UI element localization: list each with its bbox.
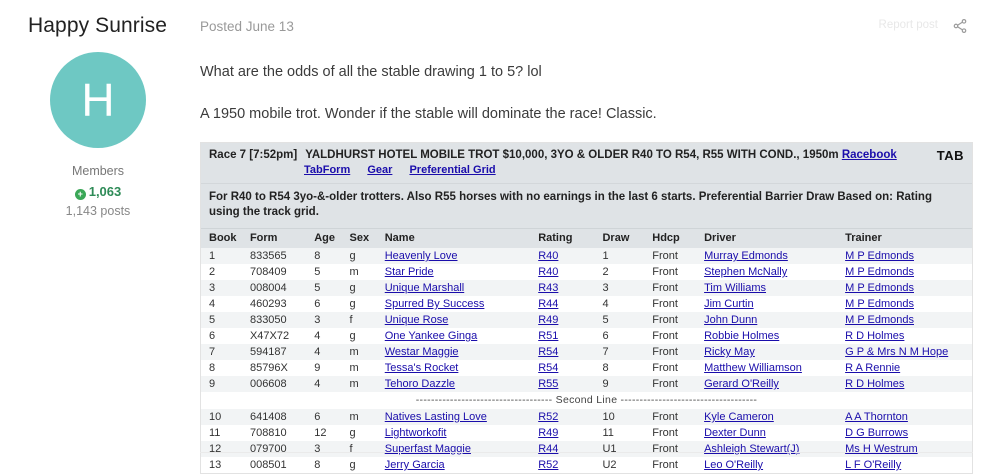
rating-link[interactable]: R52 [538,411,559,423]
rating-link[interactable]: R55 [538,378,559,390]
cell-name [377,328,530,344]
cell-name [377,409,530,425]
cell-hdcp: Front [652,443,678,455]
cell-book: 8 [209,362,216,374]
cell-age: 4 [314,330,321,342]
cell-name [377,248,530,264]
race-field-table [201,228,972,473]
horse-name-link[interactable]: Spurred By Success [384,298,485,310]
race-field-body [201,248,972,473]
horse-name-link[interactable]: Natives Lasting Love [384,411,487,423]
author-name[interactable]: Happy Sunrise [28,14,168,37]
cell-age: 12 [314,427,327,439]
horse-name-link[interactable]: Unique Rose [384,314,449,326]
cell-age: 6 [314,298,321,310]
cell-driver [696,441,837,457]
table-row [201,457,972,473]
cell-book: 9 [209,378,216,390]
cell-driver [696,312,837,328]
cell-age: 6 [314,411,321,423]
cell-form: 641408 [249,411,287,423]
cell-draw: 4 [602,298,609,310]
cell-driver [696,264,837,280]
cell-trainer [837,409,972,425]
table-row [201,328,972,344]
cell-trainer [837,328,972,344]
cell-hdcp: Front [652,427,678,439]
cell-age: 5 [314,266,321,278]
cell-rating [530,312,594,328]
report-post-link[interactable]: Report post [878,19,938,31]
cell-rating [530,425,594,441]
cell-hdcp: Front [652,250,678,262]
cell-driver [696,280,837,296]
tab-logo: TAB [936,148,964,163]
cell-hdcp: Front [652,298,678,310]
cell-age: 9 [314,362,321,374]
author-reputation [0,184,196,199]
cell-hdcp: Front [652,330,678,342]
trainer-link[interactable]: A A Thornton [845,411,908,423]
race-number: Race 7 [7:52pm] [209,149,298,161]
table-header-row [201,229,972,249]
driver-link[interactable]: Kyle Cameron [704,411,774,423]
cell-sex: g [349,250,356,262]
rating-link[interactable]: R54 [538,362,559,374]
post-author-column [0,0,196,218]
cell-draw: 8 [602,362,609,374]
cell-draw: 1 [602,250,609,262]
cell-age: 3 [314,443,321,455]
cell-form: 460293 [249,298,287,310]
race-title: YALDHURST HOTEL MOBILE TROT $10,000, 3YO & OLDER R40 TO R54, R55 WITH COND., 1950m [305,149,839,161]
driver-link[interactable]: Robbie Holmes [704,330,780,342]
cell-form: 708810 [249,427,287,439]
race-card-header [201,143,972,183]
rating-link[interactable]: R40 [538,266,559,278]
cell-book: 13 [209,459,222,471]
table-row [201,425,972,441]
cell-sex: g [349,427,356,439]
driver-link[interactable]: Tim Williams [704,282,767,294]
cell-trainer [837,457,972,473]
second-line-separator-row [201,392,972,409]
tabform-link[interactable]: TabForm [304,164,351,176]
cell-name [377,457,530,473]
column-header-name: Name [377,229,530,249]
cell-sex: g [349,298,356,310]
cell-trainer [837,248,972,264]
driver-link[interactable]: Matthew Williamson [704,362,802,374]
cell-hdcp: Front [652,459,678,471]
cell-sex: m [349,362,359,374]
cell-rating [530,296,594,312]
cell-age: 8 [314,250,321,262]
trainer-link[interactable]: M P Edmonds [845,298,914,310]
trainer-link[interactable]: R A Rennie [845,362,901,374]
cell-rating [530,344,594,360]
driver-link[interactable]: Ricky May [704,346,755,358]
cell-book: 5 [209,314,216,326]
column-header-rating: Rating [530,229,594,249]
cell-name [377,376,530,392]
driver-link[interactable]: Ashleigh Stewart(J) [704,443,800,455]
race-title-line [209,149,964,161]
cell-form: 833565 [249,250,287,262]
cell-draw: 7 [602,346,609,358]
cell-driver [696,248,837,264]
cell-sex: m [349,266,359,278]
table-row [201,280,972,296]
table-row [201,264,972,280]
cell-form: 008004 [249,282,287,294]
cell-trainer [837,296,972,312]
rating-link[interactable]: R44 [538,443,559,455]
cell-rating [530,441,594,457]
cell-form: 708409 [249,266,287,278]
cell-age: 3 [314,314,321,326]
cell-age: 5 [314,282,321,294]
table-row [201,248,972,264]
author-reputation-count: 1,063 [88,184,122,199]
cell-age: 8 [314,459,321,471]
cell-name [377,296,530,312]
trainer-link[interactable]: M P Edmonds [845,266,914,278]
cell-rating [530,264,594,280]
cell-age: 4 [314,378,321,390]
rating-link[interactable]: R44 [538,298,559,310]
trainer-link[interactable]: D G Burrows [845,427,909,439]
table-row [201,360,972,376]
cell-driver [696,296,837,312]
cell-draw: 2 [602,266,609,278]
race-conditions: For R40 to R54 3yo-&-older trotters. Also R55 horses with no earnings in the last 6 starts. Preferential Barrier Draw Based on: Rating using the track grid. [201,183,972,228]
cell-draw: 6 [602,330,609,342]
share-icon[interactable] [952,18,968,34]
cell-trainer [837,344,972,360]
rating-link[interactable]: R49 [538,427,559,439]
cell-trainer [837,441,972,457]
table-row [201,376,972,392]
cell-form: 594187 [249,346,287,358]
cell-sex: g [349,282,356,294]
cell-draw: 9 [602,378,609,390]
table-row [201,344,972,360]
cell-rating [530,280,594,296]
column-header-age: Age [306,229,341,249]
cell-book: 1 [209,250,216,262]
driver-link[interactable]: Dexter Dunn [704,427,766,439]
driver-link[interactable]: Leo O'Reilly [704,459,764,471]
cell-name [377,312,530,328]
table-row [201,441,972,457]
post-body-column [196,0,1000,471]
cell-book: 6 [209,330,216,342]
post-header [200,18,974,44]
author-role: Members [71,164,125,178]
horse-name-link[interactable]: Superfast Maggie [384,443,471,455]
cell-hdcp: Front [652,266,678,278]
cell-form: 85796X [249,362,288,374]
trainer-link[interactable]: R D Holmes [845,330,905,342]
cell-name [377,344,530,360]
rating-link[interactable]: R49 [538,314,559,326]
cell-book: 3 [209,282,216,294]
trainer-link[interactable]: R D Holmes [845,378,905,390]
cell-driver [696,409,837,425]
horse-name-link[interactable]: Unique Marshall [384,282,465,294]
column-header-draw: Draw [594,229,644,249]
cell-sex: m [349,378,359,390]
cell-trainer [837,312,972,328]
horse-name-link[interactable]: Jerry Garcia [384,459,445,471]
cell-name [377,264,530,280]
cell-hdcp: Front [652,314,678,326]
trainer-link[interactable]: L F O'Reilly [845,459,902,471]
column-header-form: Form [242,229,306,249]
cell-rating [530,409,594,425]
cell-form: X47X72 [249,330,290,342]
table-row [201,409,972,425]
cell-sex: m [349,411,359,423]
cell-trainer [837,280,972,296]
rating-link[interactable]: R54 [538,346,559,358]
cell-book: 10 [209,411,222,423]
cell-trainer [837,376,972,392]
column-header-driver: Driver [696,229,837,249]
cell-sex: g [349,330,356,342]
trainer-link[interactable]: M P Edmonds [845,282,914,294]
plus-circle-icon: + [75,189,86,200]
avatar[interactable]: H [50,52,146,148]
race-card [200,142,973,474]
cell-name [377,441,530,457]
cell-driver [696,457,837,473]
horse-name-link[interactable]: Westar Maggie [384,346,459,358]
column-header-trainer: Trainer [837,229,972,249]
horse-name-link[interactable]: Star Pride [384,266,434,278]
cell-hdcp: Front [652,346,678,358]
horse-name-link[interactable]: One Yankee Ginga [384,330,478,342]
cell-hdcp: Front [652,378,678,390]
second-line-label: ------------------------------------ Second Line ------------------------------------ [201,392,972,409]
cell-sex: g [349,459,356,471]
cell-sex: f [349,314,353,326]
column-header-hdcp: Hdcp [644,229,696,249]
trainer-link[interactable]: M P Edmonds [845,250,914,262]
cell-hdcp: Front [652,411,678,423]
cell-draw: 5 [602,314,609,326]
rating-link[interactable]: R51 [538,330,559,342]
racebook-link[interactable]: Racebook [841,149,897,161]
cell-draw: 3 [602,282,609,294]
cell-driver [696,360,837,376]
cell-name [377,360,530,376]
cell-trainer [837,264,972,280]
cell-book: 11 [209,427,221,439]
cell-sex: m [349,346,359,358]
gear-link[interactable]: Gear [367,164,393,176]
cell-rating [530,360,594,376]
horse-name-link[interactable]: Lightworkofit [384,427,447,439]
post-paragraph-2: A 1950 mobile trot. Wonder if the stable will dominate the race! Classic. [200,106,657,122]
post-date[interactable]: Posted June 13 [200,19,294,34]
cell-book: 2 [209,266,216,278]
cell-book: 4 [209,298,216,310]
cell-draw: 11 [602,427,614,439]
driver-link[interactable]: Stephen McNally [704,266,788,278]
cell-sex: f [349,443,353,455]
cell-book: 12 [209,443,222,455]
driver-link[interactable]: John Dunn [704,314,758,326]
cell-rating [530,457,594,473]
column-header-sex: Sex [341,229,376,249]
cell-form: 079700 [249,443,287,455]
cell-hdcp: Front [652,282,678,294]
horse-name-link[interactable]: Heavenly Love [384,250,458,262]
cell-draw: U2 [602,459,617,471]
trainer-link[interactable]: M P Edmonds [845,314,914,326]
table-row [201,296,972,312]
horse-name-link[interactable]: Tehoro Dazzle [384,378,456,390]
cell-driver [696,425,837,441]
author-post-count: 1,143 posts [65,204,131,218]
trainer-link[interactable]: Ms H Westrum [845,443,918,455]
cell-age: 4 [314,346,321,358]
cell-driver [696,344,837,360]
preferential-grid-link[interactable]: Preferential Grid [409,164,496,176]
cell-trainer [837,425,972,441]
horse-name-link[interactable]: Tessa's Rocket [384,362,459,374]
cell-rating [530,248,594,264]
cell-trainer [837,360,972,376]
race-card-sublinks [209,164,964,176]
cell-driver [696,376,837,392]
driver-link[interactable]: Murray Edmonds [704,250,788,262]
cell-name [377,425,530,441]
cell-rating [530,328,594,344]
cell-form: 833050 [249,314,287,326]
table-row [201,312,972,328]
rating-link[interactable]: R40 [538,250,559,262]
post-paragraph-1: What are the odds of all the stable drawing 1 to 5? lol [200,64,542,80]
cell-hdcp: Front [652,362,678,374]
cell-rating [530,376,594,392]
cell-name [377,280,530,296]
rating-link[interactable]: R52 [538,459,559,471]
cell-form: 006608 [249,378,287,390]
post-footer-divider [200,452,973,453]
cell-form: 008501 [249,459,287,471]
cell-draw: 10 [602,411,615,423]
driver-link[interactable]: Jim Curtin [704,298,754,310]
cell-driver [696,328,837,344]
driver-link[interactable]: Gerard O'Reilly [704,378,779,390]
column-header-book: Book [201,229,242,249]
cell-book: 7 [209,346,216,358]
trainer-link[interactable]: G P & Mrs N M Hope [845,346,949,358]
cell-draw: U1 [602,443,617,455]
rating-link[interactable]: R43 [538,282,559,294]
